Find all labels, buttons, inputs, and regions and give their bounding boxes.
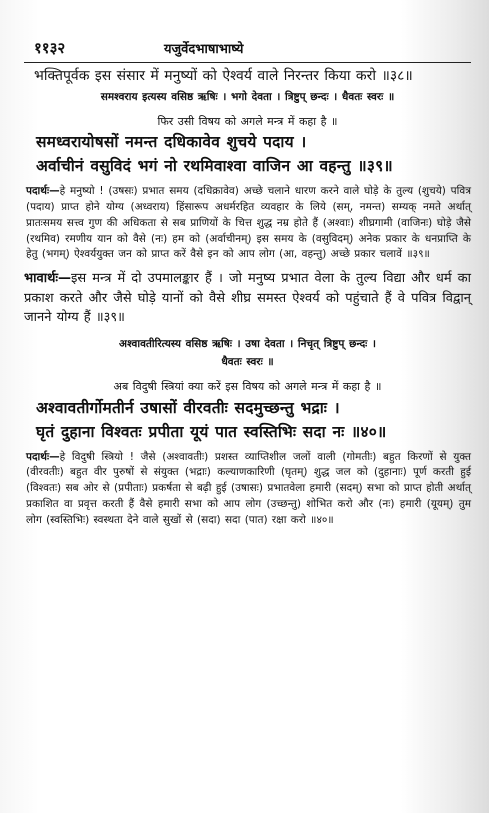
word-meaning-text: हे मनुष्यो ! (उषसः) प्रभात समय (दधिक्रावेव) अच्छे चलाने धारण करने वाले घोड़े के तुल्य (शुचये) पवित्र (पदाय) प्राप्त होने योग्य (अध्वराय) हिंसारूप अधर्मरहित व्यवहार के लिये (सम्, नमन्त) सम्यक् नमते अर्थात् प्रातःसमय सत्त्व गुण की अधिकता से सब प्राणियों के चित्त शुद्ध नम्र होते हैं (अश्वाः) शीघ्रगामी (वाजिनः) घोड़े जैसे (रथमिव) रमणीय यान को वैसे (नः) हम को (अर्वाचीनम्) इस समय के (वसुविदम्) अनेक प्रकार के धनप्राप्ति के हेतु (भगम्) ऐश्वर्ययुक्त जन को प्राप्त करें वैसे इन को आप लोग (आ, वहन्तु) अच्छे प्रकार चलावें ॥३९॥ bbox=[26, 185, 471, 261]
word-meaning-label: पदार्थः— bbox=[26, 450, 60, 463]
page-header bbox=[24, 34, 471, 63]
verse-39-mantra bbox=[24, 130, 471, 178]
purport-text: इस मन्त्र में दो उपमालङ्कार हैं । जो मनुष्य प्रभात वेला के तुल्य विद्या और धर्म का प्रकाश करते और जैसे घोड़े यानों को वैसे शीघ्र समस्त ऐश्वर्य को पहुंचाते हैं वे पवित्र विद्वान् जानने योग्य हैं ॥३९॥ bbox=[24, 271, 471, 326]
verse-40-metadata-cont: धैवतः स्वरः ॥ bbox=[221, 356, 274, 369]
purport-label: भावार्थः— bbox=[24, 271, 72, 287]
word-meaning-label: पदार्थः— bbox=[26, 185, 60, 198]
verse-40-mantra bbox=[24, 396, 471, 444]
verse-40-metadata: अश्वावतीरित्यस्य वसिष्ठ ऋषिः । उषा देवता । निचृत् त्रिष्टुप् छन्दः । bbox=[119, 337, 376, 350]
verse-39-intro: फिर उसी विषय को अगले मन्त्र में कहा है ॥ bbox=[157, 114, 338, 128]
word-meaning-text: हे विदुषी स्त्रियो ! जैसे (अश्वावतीः) प्रशस्त व्याप्तिशील जलों वाली (गोमतीः) बहुत किरणों से युक्त (वीरवतीः) बहुत वीर पुरुषों से संयुक्त (भद्राः) कल्याणकारिणी (घृतम्) शुद्ध जल को (दुहानाः) पूर्ण करती हुई (विश्वतः) सब ओर से (प्रपीताः) प्रकर्षता से बढ़ी हुई (उषासः) प्रभातवेला हमारी (सदम्) सभा को प्राप्त होती अर्थात् प्रकाशित वा प्रवृत्त करती हैं वैसे हमारी सभा को आप लोग (उच्छन्तु) शोभित करो और (नः) हमारी (यूयम्) तुम लोग (स्वस्तिभिः) स्वस्थता देने वाले सुखों से (सदा) सदा (पात) रक्षा करो ॥४०॥ bbox=[26, 450, 471, 526]
mantra-line: अश्वावतीर्गोमतीर्न उषासों वीरवतीः सदमुच्छन्तु भद्राः । bbox=[36, 398, 340, 417]
verse-39-purport bbox=[24, 269, 471, 328]
running-title: यजुर्वेदभाषाभाष्ये bbox=[164, 42, 244, 57]
mantra-line: घृतं दुहाना विश्वतः प्रपीता यूयं पात स्वस्तिभिः सदा नः ॥४०॥ bbox=[36, 422, 387, 441]
mantra-line: समध्वरायोषसों नमन्त दधिकावेव शुचये पदाय । bbox=[36, 133, 307, 152]
verse-39-word-meaning bbox=[24, 184, 471, 263]
verse-39-metadata: समश्वराय इत्यस्य वसिष्ठ ऋषिः । भगो देवता । त्रिष्टुप् छन्दः । धैवतः स्वरः ॥ bbox=[100, 91, 395, 103]
mantra-line: अर्वाचीनं वसुविदं भगं नो रथमिवाश्वा वाजिन आ वहन्तु ॥३९॥ bbox=[36, 157, 393, 176]
previous-verse-ending: भक्तिपूर्वक इस संसार में मनुष्यों को ऐश्वर्य वाले निरन्तर किया करो ॥३८॥ bbox=[34, 68, 413, 84]
verse-40-intro: अब विदुषी स्त्रियां क्या करें इस विषय को अगले मन्त्र में कहा है ॥ bbox=[113, 380, 382, 394]
verse-40-word-meaning bbox=[24, 450, 471, 529]
page-number: ११३२ bbox=[34, 39, 66, 57]
